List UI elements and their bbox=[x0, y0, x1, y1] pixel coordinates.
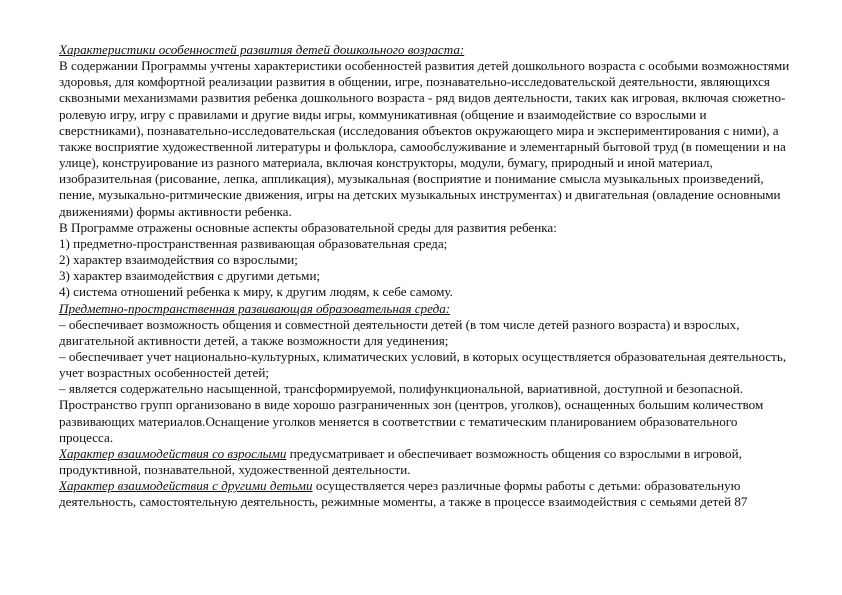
aspect-item: 1) предметно-пространственная развивающая образовательная среда; bbox=[59, 235, 448, 251]
aspect-item: 2) характер взаимодействия со взрослыми; bbox=[59, 252, 298, 268]
children-paragraph bbox=[59, 478, 794, 510]
children-heading: Характер взаимодействия с другими детьми bbox=[59, 478, 313, 494]
environment-item: – обеспечивает учет национально-культурных, климатических условий, в которых осуществляется образовательная деятельность, учет возрастных особенностей детей; bbox=[59, 348, 787, 381]
environment-item: – обеспечивает возможность общения и совместной деятельности детей (в том числе детей разного возраста) и взрослых, двигательной активности детей, а также возможности для уединения; bbox=[59, 316, 740, 348]
environment-heading: Предметно-пространственная развивающая образовательная среда: bbox=[59, 300, 451, 316]
intro-paragraph: В содержании Программы учтены характеристики особенностей развития детей дошкольного возраста с особыми возможностями здоровья, для комфортной реализации развития в общении, игре, познавательно-исследовательской деятельности, являющихся сквозными механизмами развития ребенка дошкольного возраста - ряд видов деятельности, таких как игровая, включая сюжетно-ролевую игру, игру с правилами и другие виды игры, коммуникативная (общение и взаимодействие со взрослыми и сверстниками), познавательно-исследовательская (исследования объектов окружающего мира и экспериментирования с ними), а также восприятие художественной литературы и фольклора, самообслуживание и элементарный бытовой труд (в помещении и на улице), конструирование из разного материала, включая конструкторы, модули, бумагу, природный и иной материал, изобразительная (рисование, лепка, аппликация), музыкальная (восприятие и понимание смысла музыкальных произведений, пение, музыкально-ритмические движения, игры на детских музыкальных инструментах) и двигательная (овладение основными движениями) формы активности ребенка. bbox=[59, 58, 790, 219]
aspect-item: 4) система отношений ребенка к миру, к другим людям, к себе самому. bbox=[59, 284, 453, 300]
aspects-intro: В Программе отражены основные аспекты образовательной среды для развития ребенка: bbox=[59, 219, 557, 235]
document-title: Характеристики особенностей развития детей дошкольного возраста: bbox=[59, 42, 465, 57]
aspect-item: 3) характер взаимодействия с другими детьми; bbox=[59, 268, 321, 284]
adults-text: предусматривает и обеспечивает возможность общения со взрослыми в игровой, продуктивной, познавательной, художественной деятельности. bbox=[59, 445, 742, 478]
adults-paragraph bbox=[59, 446, 794, 478]
adults-heading: Характер взаимодействия со взрослыми bbox=[59, 445, 287, 461]
space-paragraph: Пространство групп организовано в виде хорошо разграниченных зон (центров, уголков), оснащенных большим количеством развивающих материалов.Оснащение уголков меняется в соответствии с тематическим планированием образовательного процесса. bbox=[59, 397, 764, 445]
environment-item: – является содержательно насыщенной, трансформируемой, полифункциональной, вариативной, доступной и безопасной. bbox=[59, 381, 743, 397]
document-page bbox=[59, 42, 794, 511]
children-text: осуществляется через различные формы работы с детьми: образовательную деятельность, самостоятельную деятельность, режимные моменты, а также в процессе взаимодействия с семьями детей 87 bbox=[59, 478, 748, 510]
